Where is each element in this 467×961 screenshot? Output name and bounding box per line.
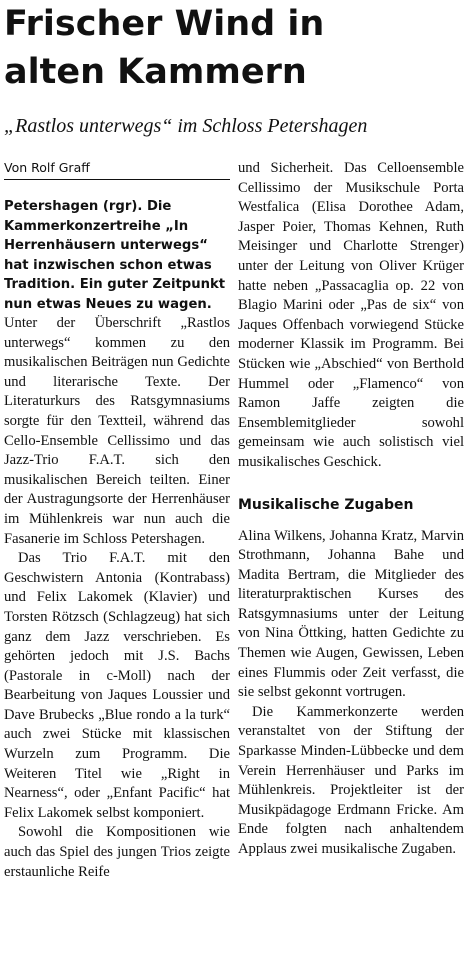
byline: Von Rolf Graff — [4, 159, 230, 180]
right-column — [238, 159, 464, 860]
body-paragraph: Unter der Überschrift „Rastlos unterwegs“ kommen zu den musikalischen Beiträgen nun Gedichte und literarische Texte. Der Literaturkurs des Ratsgymnasiums sorgte für den Textteil, während das Cello-Ensemble Cellissimo und das Jazz-Trio F.A.T. sich den musikalischen Bereich teilten. Einer der Austragungsorte der Herrenhäuser im Mühlenkreis war nun auch die Fasanerie im Schloss Petershagen. — [4, 315, 230, 547]
headline-line-1: Frischer Wind in — [4, 4, 325, 44]
lead-paragraph: Petershagen (rgr). Die Kammerkonzertreihe „In Herrenhäusern unterwegs“ hat inzwischen schon etwas Tradition. Ein guter Zeitpunkt nun etwas Neues zu wagen. — [4, 199, 226, 312]
section-subhead: Musikalische Zugaben — [238, 496, 414, 513]
body-paragraph: Die Kammerkonzerte werden veranstaltet von der Stiftung der Sparkasse Minden-Lübbecke und dem Verein Herrenhäuser und Parks im Mühlenkreis. Projektleiter ist der Musikpädagoge Erdmann Fricke. Am Ende folgten nach anhaltendem Applaus zwei musikalische Zugaben. — [238, 703, 464, 857]
body-paragraph: Das Trio F.A.T. mit den Geschwistern Antonia (Kontrabass) und Felix Lakomek (Klavier) und Torsten Rötzsch (Schlagzeug) hat sich ganz dem Jazz verschrieben. Es gehörten jedoch mit J.S. Bachs (Pastorale in c-Moll) nach der Bearbeitung von Jaques Loussier und Dave Brubecks „Blue rondo a la turk“ auch zwei Stücke mit klassischen Wurzeln zum Programm. Die Weiteren Titel wie „Right in Nearness“, oder „Enfant Pacific“ hat Felix Lakomek selbst komponiert. — [4, 550, 230, 821]
body-paragraph: Alina Wilkens, Johanna Kratz, Marvin Strothmann, Johanna Bahe und Madita Bertram, die Mitglieder des literaturpraktischen Kurses des Ratsgymnasiums unter der Leitung von Nina Öttking, hatten Gedichte zu Themen wie Augen, Gewissen, Leben eines Flummis oder Zeit verfasst, die sie selbst gekonnt vortrugen. — [238, 527, 464, 701]
subtitle: „Rastlos unterwegs“ im Schloss Petershagen — [4, 115, 368, 137]
body-paragraph: Sowohl die Kompositionen wie auch das Spiel des jungen Trios zeigte erstaunliche Reife — [4, 824, 230, 880]
headline-line-2: alten Kammern — [4, 52, 307, 92]
left-column — [4, 197, 230, 882]
body-paragraph: und Sicherheit. Das Celloensemble Cellissimo der Musikschule Porta Westfalica (Elisa Dorothee Adam, Jasper Poier, Thomas Kehnen, Ruth Meisinger und Charlotte Strenger) unter der Leitung von Oliver Krüger hatte neben „Passacaglia op. 22 von Blagio Marini oder „Pas de six“ von Jaques Offenbach vorwiegend Stücke moderner Klassik im Programm. Bei Stücken wie „Abschied“ von Berthold Hummel oder „Flamenco“ von Ramon Jaffe zeigten die Ensemblemitglieder sowohl gemeinsam wie auch solistisch viel musikalisches Geschick. — [238, 160, 464, 470]
headline — [4, 0, 464, 96]
